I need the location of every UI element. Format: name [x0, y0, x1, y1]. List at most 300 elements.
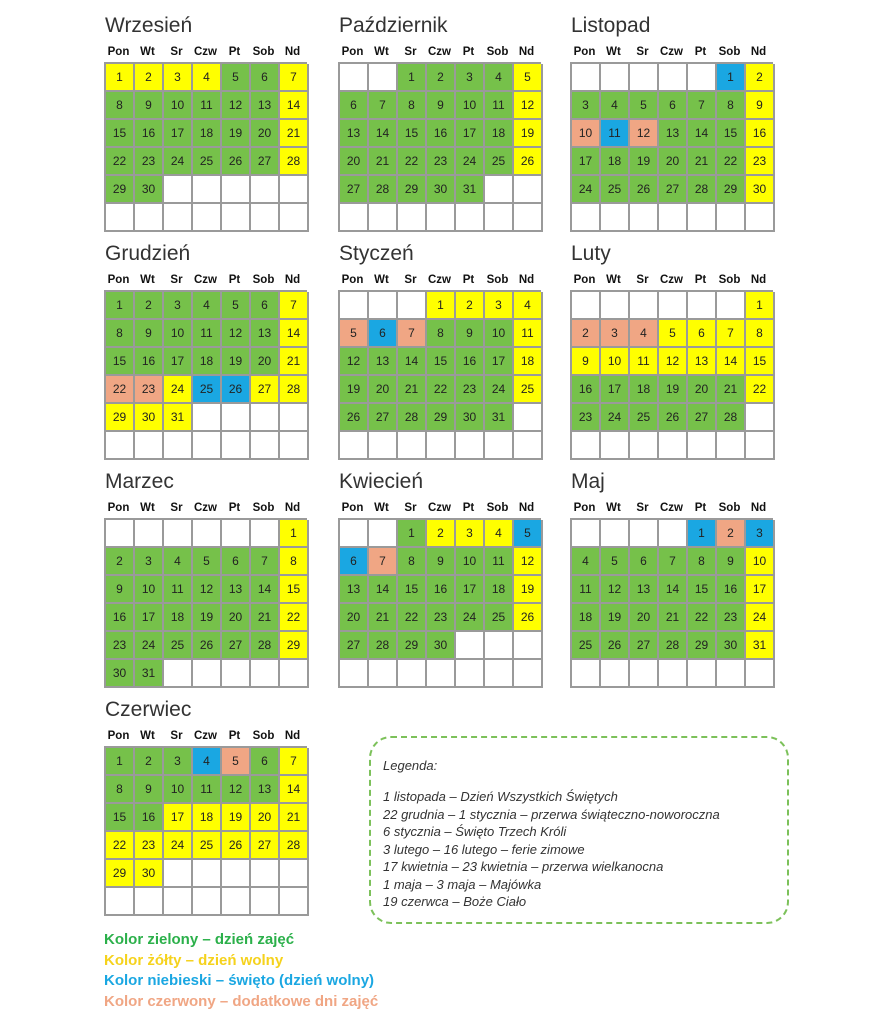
day-cell: 22	[398, 604, 427, 632]
weekday-label: Pt	[228, 730, 241, 742]
day-cell: 29	[106, 860, 135, 888]
day-cell: 22	[688, 604, 717, 632]
weekday-label: Pt	[694, 274, 707, 286]
day-cell: 21	[280, 348, 309, 376]
day-cell: 31	[456, 176, 485, 204]
empty-cell	[135, 432, 164, 460]
day-cell: 27	[251, 376, 280, 404]
empty-cell	[572, 520, 601, 548]
empty-cell	[193, 404, 222, 432]
weekday-label: Wt	[140, 274, 155, 286]
day-cell: 25	[572, 632, 601, 660]
day-cell: 2	[135, 292, 164, 320]
day-cell: 21	[280, 804, 309, 832]
day-cell: 2	[427, 64, 456, 92]
day-cell: 14	[717, 348, 746, 376]
weekday-header	[104, 270, 308, 290]
day-cell: 26	[659, 404, 688, 432]
empty-cell	[222, 888, 251, 916]
day-cell: 25	[193, 376, 222, 404]
empty-cell	[164, 888, 193, 916]
empty-cell	[630, 660, 659, 688]
day-cell: 30	[746, 176, 775, 204]
day-cell: 5	[601, 548, 630, 576]
weekday-label: Sob	[252, 274, 275, 286]
empty-cell	[369, 432, 398, 460]
day-cell: 17	[746, 576, 775, 604]
empty-cell	[164, 176, 193, 204]
day-cell: 31	[485, 404, 514, 432]
month-calendar	[104, 240, 308, 460]
empty-cell	[340, 520, 369, 548]
day-cell: 25	[193, 148, 222, 176]
weekday-label: Nd	[284, 502, 301, 514]
day-cell: 7	[659, 548, 688, 576]
empty-cell	[106, 888, 135, 916]
empty-cell	[601, 64, 630, 92]
day-cell: 15	[106, 120, 135, 148]
month-title: Grudzień	[105, 242, 191, 265]
month-title: Listopad	[571, 14, 651, 37]
empty-cell	[456, 204, 485, 232]
day-cell: 29	[398, 176, 427, 204]
day-cell: 26	[193, 632, 222, 660]
legend-item: 19 czerwca – Boże Ciało	[383, 894, 527, 909]
day-cell: 8	[427, 320, 456, 348]
day-cell: 23	[135, 376, 164, 404]
day-cell: 11	[514, 320, 543, 348]
month-grid	[104, 518, 307, 688]
weekday-label: Pon	[573, 502, 596, 514]
empty-cell	[251, 404, 280, 432]
weekday-label: Pon	[573, 46, 596, 58]
day-cell: 27	[369, 404, 398, 432]
month-title: Luty	[571, 242, 611, 265]
empty-cell	[251, 432, 280, 460]
day-cell: 21	[280, 120, 309, 148]
day-cell: 10	[572, 120, 601, 148]
day-cell: 18	[514, 348, 543, 376]
day-cell: 16	[135, 348, 164, 376]
month-calendar	[104, 468, 308, 688]
day-cell: 12	[222, 92, 251, 120]
empty-cell	[485, 176, 514, 204]
day-cell: 19	[514, 120, 543, 148]
day-cell: 29	[280, 632, 309, 660]
day-cell: 24	[456, 148, 485, 176]
weekday-label: Sr	[404, 46, 417, 58]
day-cell: 26	[601, 632, 630, 660]
month-calendar	[104, 696, 308, 916]
weekday-label: Czw	[194, 730, 217, 742]
day-cell: 18	[485, 120, 514, 148]
day-cell: 18	[164, 604, 193, 632]
legend-item: 22 grudnia – 1 stycznia – przerwa świąteczno-noworoczna	[383, 806, 720, 822]
month-grid	[338, 62, 541, 232]
weekday-header	[570, 270, 774, 290]
empty-cell	[222, 520, 251, 548]
month-calendar	[570, 240, 774, 460]
day-cell: 25	[193, 832, 222, 860]
month-grid	[570, 518, 773, 688]
empty-cell	[340, 660, 369, 688]
empty-cell	[280, 860, 309, 888]
day-cell: 11	[193, 776, 222, 804]
day-cell: 16	[135, 804, 164, 832]
day-cell: 28	[280, 148, 309, 176]
day-cell: 17	[601, 376, 630, 404]
day-cell: 27	[630, 632, 659, 660]
day-cell: 9	[106, 576, 135, 604]
empty-cell	[456, 632, 485, 660]
empty-cell	[193, 432, 222, 460]
day-cell: 29	[688, 632, 717, 660]
day-cell: 16	[135, 120, 164, 148]
empty-cell	[222, 432, 251, 460]
day-cell: 18	[193, 348, 222, 376]
weekday-header	[338, 270, 542, 290]
weekday-label: Wt	[374, 502, 389, 514]
empty-cell	[222, 204, 251, 232]
day-cell: 17	[164, 348, 193, 376]
weekday-label: Nd	[284, 46, 301, 58]
empty-cell	[514, 632, 543, 660]
empty-cell	[746, 432, 775, 460]
day-cell: 23	[456, 376, 485, 404]
weekday-header	[338, 498, 542, 518]
day-cell: 21	[251, 604, 280, 632]
month-grid	[104, 62, 307, 232]
day-cell: 8	[106, 320, 135, 348]
day-cell: 27	[340, 176, 369, 204]
month-grid	[104, 290, 307, 460]
month-title: Kwiecień	[339, 470, 424, 493]
day-cell: 4	[601, 92, 630, 120]
day-cell: 7	[369, 548, 398, 576]
day-cell: 9	[572, 348, 601, 376]
empty-cell	[601, 660, 630, 688]
weekday-label: Sr	[404, 502, 417, 514]
empty-cell	[106, 204, 135, 232]
weekday-label: Nd	[750, 274, 767, 286]
day-cell: 10	[164, 776, 193, 804]
day-cell: 3	[456, 520, 485, 548]
day-cell: 4	[485, 520, 514, 548]
day-cell: 8	[688, 548, 717, 576]
empty-cell	[340, 432, 369, 460]
empty-cell	[398, 292, 427, 320]
day-cell: 30	[106, 660, 135, 688]
day-cell: 7	[688, 92, 717, 120]
day-cell: 29	[106, 176, 135, 204]
day-cell: 28	[369, 176, 398, 204]
day-cell: 10	[456, 92, 485, 120]
weekday-label: Czw	[194, 46, 217, 58]
empty-cell	[514, 432, 543, 460]
day-cell: 18	[601, 148, 630, 176]
weekday-label: Pt	[462, 274, 475, 286]
day-cell: 1	[106, 748, 135, 776]
month-title: Marzec	[105, 470, 174, 493]
color-key-blue: Kolor niebieski – święto (dzień wolny)	[104, 972, 375, 989]
month-grid	[570, 290, 773, 460]
day-cell: 30	[427, 632, 456, 660]
day-cell: 22	[280, 604, 309, 632]
day-cell: 17	[572, 148, 601, 176]
empty-cell	[340, 64, 369, 92]
day-cell: 31	[164, 404, 193, 432]
empty-cell	[514, 176, 543, 204]
empty-cell	[193, 888, 222, 916]
day-cell: 16	[427, 120, 456, 148]
day-cell: 14	[688, 120, 717, 148]
day-cell: 5	[222, 292, 251, 320]
day-cell: 12	[659, 348, 688, 376]
month-title: Czerwiec	[105, 698, 192, 721]
day-cell: 29	[427, 404, 456, 432]
day-cell: 12	[222, 320, 251, 348]
day-cell: 18	[630, 376, 659, 404]
month-calendar	[338, 240, 542, 460]
weekday-label: Czw	[428, 46, 451, 58]
empty-cell	[280, 204, 309, 232]
day-cell: 5	[340, 320, 369, 348]
day-cell: 4	[572, 548, 601, 576]
day-cell: 19	[340, 376, 369, 404]
day-cell: 13	[222, 576, 251, 604]
day-cell: 19	[601, 604, 630, 632]
day-cell: 23	[427, 604, 456, 632]
legend-item: 17 kwietnia – 23 kwietnia – przerwa wielkanocna	[383, 859, 664, 874]
empty-cell	[427, 660, 456, 688]
month-calendar	[570, 12, 774, 232]
empty-cell	[601, 204, 630, 232]
weekday-label: Wt	[140, 730, 155, 742]
month-grid	[338, 290, 541, 460]
weekday-label: Nd	[518, 274, 535, 286]
day-cell: 27	[251, 148, 280, 176]
day-cell: 11	[485, 548, 514, 576]
day-cell: 18	[485, 576, 514, 604]
day-cell: 16	[427, 576, 456, 604]
day-cell: 2	[135, 64, 164, 92]
day-cell: 2	[746, 64, 775, 92]
day-cell: 14	[251, 576, 280, 604]
day-cell: 27	[688, 404, 717, 432]
day-cell: 14	[369, 576, 398, 604]
day-cell: 8	[106, 92, 135, 120]
empty-cell	[746, 204, 775, 232]
legend-item: 3 lutego – 16 lutego – ferie zimowe	[383, 841, 585, 857]
weekday-label: Sob	[252, 730, 275, 742]
empty-cell	[572, 432, 601, 460]
weekday-label: Sob	[486, 46, 509, 58]
day-cell: 4	[514, 292, 543, 320]
day-cell: 21	[369, 604, 398, 632]
day-cell: 30	[456, 404, 485, 432]
day-cell: 11	[193, 92, 222, 120]
weekday-label: Sr	[636, 46, 649, 58]
empty-cell	[193, 860, 222, 888]
day-cell: 13	[251, 776, 280, 804]
empty-cell	[688, 292, 717, 320]
weekday-header	[570, 498, 774, 518]
day-cell: 20	[688, 376, 717, 404]
empty-cell	[746, 404, 775, 432]
day-cell: 26	[222, 376, 251, 404]
color-key-green: Kolor zielony – dzień zajęć	[104, 931, 295, 948]
empty-cell	[659, 204, 688, 232]
day-cell: 23	[427, 148, 456, 176]
day-cell: 4	[485, 64, 514, 92]
day-cell: 24	[164, 148, 193, 176]
day-cell: 7	[280, 748, 309, 776]
empty-cell	[485, 632, 514, 660]
empty-cell	[369, 520, 398, 548]
day-cell: 9	[135, 776, 164, 804]
empty-cell	[746, 660, 775, 688]
day-cell: 22	[717, 148, 746, 176]
day-cell: 9	[717, 548, 746, 576]
day-cell: 4	[193, 64, 222, 92]
month-calendar	[570, 468, 774, 688]
day-cell: 12	[514, 92, 543, 120]
day-cell: 17	[135, 604, 164, 632]
weekday-label: Sob	[718, 274, 741, 286]
weekday-label: Wt	[374, 274, 389, 286]
day-cell: 4	[164, 548, 193, 576]
weekday-label: Sob	[718, 46, 741, 58]
empty-cell	[717, 292, 746, 320]
weekday-label: Pon	[107, 46, 130, 58]
weekday-label: Sr	[170, 274, 183, 286]
day-cell: 1	[746, 292, 775, 320]
weekday-label: Sr	[170, 730, 183, 742]
day-cell: 13	[688, 348, 717, 376]
empty-cell	[193, 204, 222, 232]
empty-cell	[572, 660, 601, 688]
day-cell: 16	[456, 348, 485, 376]
empty-cell	[514, 660, 543, 688]
day-cell: 15	[106, 348, 135, 376]
day-cell: 10	[601, 348, 630, 376]
day-cell: 2	[572, 320, 601, 348]
month-title: Wrzesień	[105, 14, 193, 37]
day-cell: 22	[746, 376, 775, 404]
day-cell: 23	[106, 632, 135, 660]
empty-cell	[251, 176, 280, 204]
empty-cell	[601, 520, 630, 548]
empty-cell	[427, 432, 456, 460]
day-cell: 22	[106, 148, 135, 176]
day-cell: 1	[688, 520, 717, 548]
day-cell: 12	[514, 548, 543, 576]
day-cell: 3	[601, 320, 630, 348]
day-cell: 3	[164, 64, 193, 92]
day-cell: 26	[222, 148, 251, 176]
legend-box	[369, 736, 789, 924]
day-cell: 25	[485, 148, 514, 176]
day-cell: 27	[251, 832, 280, 860]
day-cell: 27	[222, 632, 251, 660]
day-cell: 15	[427, 348, 456, 376]
empty-cell	[340, 204, 369, 232]
day-cell: 1	[398, 520, 427, 548]
empty-cell	[601, 432, 630, 460]
weekday-label: Sr	[636, 502, 649, 514]
empty-cell	[427, 204, 456, 232]
day-cell: 26	[630, 176, 659, 204]
day-cell: 26	[514, 148, 543, 176]
weekday-label: Sob	[486, 274, 509, 286]
day-cell: 26	[514, 604, 543, 632]
day-cell: 11	[630, 348, 659, 376]
day-cell: 20	[340, 604, 369, 632]
empty-cell	[717, 432, 746, 460]
day-cell: 13	[630, 576, 659, 604]
color-key	[104, 930, 378, 1012]
day-cell: 14	[369, 120, 398, 148]
day-cell: 29	[398, 632, 427, 660]
empty-cell	[659, 432, 688, 460]
day-cell: 7	[251, 548, 280, 576]
empty-cell	[369, 64, 398, 92]
empty-cell	[572, 292, 601, 320]
day-cell: 2	[135, 748, 164, 776]
legend-title: Legenda:	[383, 758, 438, 773]
day-cell: 9	[135, 92, 164, 120]
day-cell: 19	[193, 604, 222, 632]
weekday-label: Wt	[374, 46, 389, 58]
weekday-label: Wt	[606, 46, 621, 58]
day-cell: 20	[369, 376, 398, 404]
day-cell: 3	[164, 292, 193, 320]
day-cell: 12	[340, 348, 369, 376]
day-cell: 17	[164, 804, 193, 832]
weekday-label: Pt	[694, 502, 707, 514]
empty-cell	[251, 204, 280, 232]
day-cell: 6	[340, 92, 369, 120]
day-cell: 6	[369, 320, 398, 348]
weekday-label: Nd	[284, 730, 301, 742]
day-cell: 25	[164, 632, 193, 660]
day-cell: 13	[340, 120, 369, 148]
day-cell: 5	[193, 548, 222, 576]
day-cell: 28	[688, 176, 717, 204]
day-cell: 7	[280, 64, 309, 92]
day-cell: 24	[135, 632, 164, 660]
legend-item: 6 stycznia – Święto Trzech Króli	[383, 824, 567, 839]
empty-cell	[280, 176, 309, 204]
empty-cell	[485, 204, 514, 232]
day-cell: 3	[135, 548, 164, 576]
day-cell: 20	[251, 348, 280, 376]
day-cell: 1	[106, 292, 135, 320]
day-cell: 16	[746, 120, 775, 148]
day-cell: 20	[340, 148, 369, 176]
weekday-label: Wt	[606, 274, 621, 286]
day-cell: 19	[630, 148, 659, 176]
day-cell: 12	[193, 576, 222, 604]
day-cell: 28	[280, 376, 309, 404]
weekday-header	[338, 42, 542, 62]
month-grid	[570, 62, 773, 232]
day-cell: 7	[717, 320, 746, 348]
weekday-label: Pt	[462, 46, 475, 58]
empty-cell	[164, 204, 193, 232]
weekday-header	[570, 42, 774, 62]
empty-cell	[251, 520, 280, 548]
